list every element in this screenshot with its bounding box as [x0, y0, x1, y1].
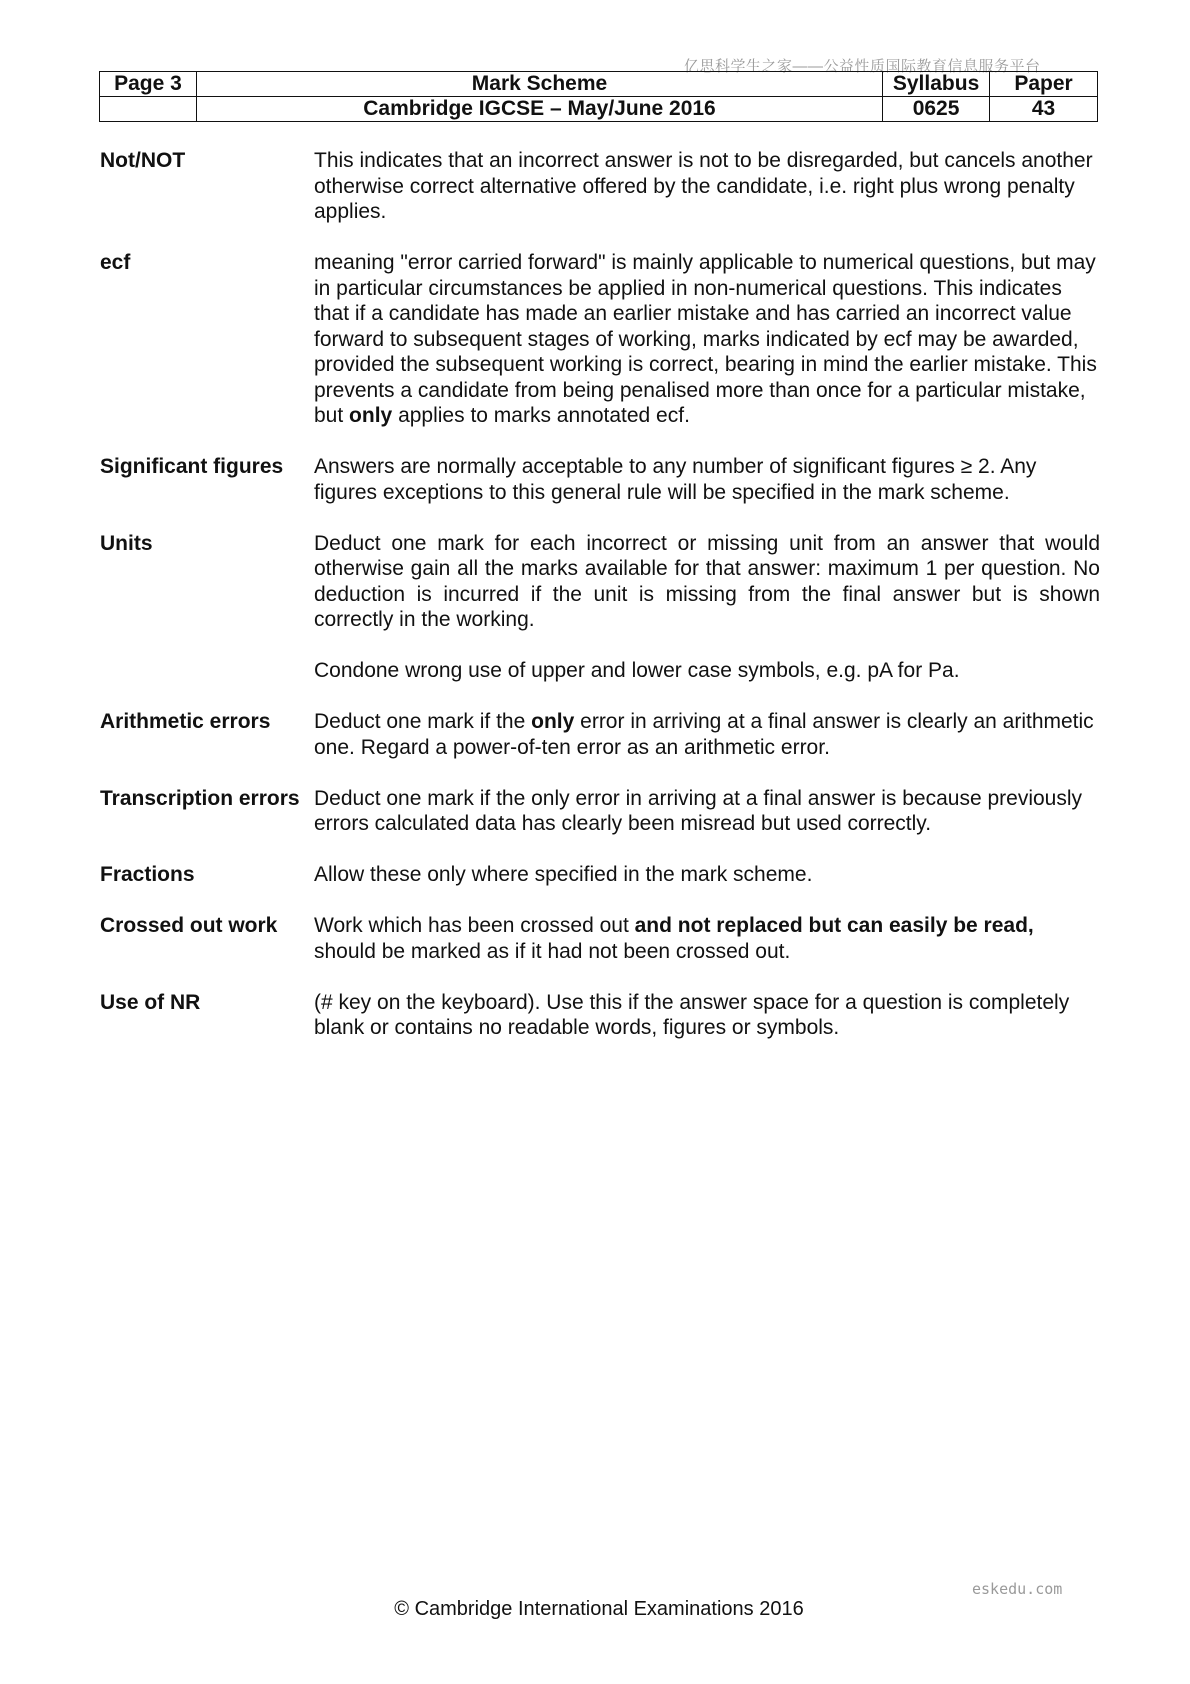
definition-use-of-nr: [314, 990, 1100, 1041]
definition-arithmetic-errors: [314, 709, 1100, 760]
syllabus-value: 0625: [883, 97, 990, 122]
paper-label: Paper: [990, 72, 1098, 97]
watermark-top: 亿思科学生之家——公益性质国际教育信息服务平台: [684, 58, 1041, 75]
syllabus-label: Syllabus: [883, 72, 990, 97]
definitions-list: [100, 148, 1100, 1066]
definition-significant-figures: [314, 454, 1100, 505]
definition-text: Allow these only where specified in the mark scheme.: [314, 863, 813, 886]
definition-crossed-out-work: [314, 913, 1100, 964]
term-use-of-nr: Use of NR: [100, 990, 201, 1014]
definition-units: [314, 531, 1100, 684]
definition-transcription-errors: [314, 786, 1100, 837]
definition-text-part: error in arriving at a final answer is clearly an arithmetic one. Regard a power-of-ten error as an arithmetic error.: [314, 710, 1094, 759]
definition-text-part: meaning "error carried forward" is mainly applicable to numerical questions, but may in particular circumstances be applied in non-numerical questions. This indicates that if a candidate has made an earlier mistake and has carried an incorrect value forward to subsequent stages of working, marks indicated by ecf may be awarded, provided the subsequent working is correct, bearing in mind the earlier mistake. This prevents a candidate from being penalised more than once for a particular mistake, but: [314, 251, 1097, 427]
paper-value: 43: [990, 97, 1098, 122]
term-arithmetic-errors: Arithmetic errors: [100, 710, 271, 733]
empty-cell: [100, 97, 197, 122]
page-number: Page 3: [100, 72, 197, 97]
term-significant-figures: Significant figures: [100, 455, 284, 478]
definition-text-part: Deduct one mark if the: [314, 710, 526, 733]
header-table: [99, 71, 1098, 122]
term-transcription-errors: Transcription errors: [100, 786, 300, 810]
entry-fractions: [100, 862, 1100, 888]
term-units: Units: [100, 531, 153, 555]
entry-significant-figures: [100, 454, 1100, 505]
entry-units: [100, 531, 1100, 684]
entry-crossed-out-work: [100, 913, 1100, 964]
definition-text: Condone wrong use of upper and lower case symbols, e.g. pA for Pa.: [314, 659, 960, 682]
entry-transcription-errors: [100, 786, 1100, 837]
definition-text: (# key on the keyboard). Use this if the answer space for a question is completely blank or contains no readable words, figures or symbols.: [314, 990, 1070, 1039]
definition-text: Deduct one mark if the only error in arriving at a final answer is because previously errors calculated data has clearly been misread but used correctly.: [314, 786, 1083, 835]
entry-arithmetic-errors: [100, 709, 1100, 760]
term-ecf: ecf: [100, 251, 131, 274]
watermark-bottom: eskedu.com: [972, 1580, 1063, 1598]
definition-fractions: [314, 862, 1100, 888]
definition-ecf: [314, 250, 1100, 429]
term-fractions: Fractions: [100, 863, 195, 886]
definition-bold-text: and not replaced but can easily be read,: [634, 914, 1034, 937]
definition-text: [314, 709, 1100, 760]
entry-ecf: [100, 250, 1100, 429]
copyright-footer: © Cambridge International Examinations 2016: [394, 1598, 804, 1620]
entry-use-of-nr: [100, 990, 1100, 1041]
definition-text-part: should be marked as if it had not been crossed out.: [314, 939, 791, 963]
definition-not: [314, 148, 1100, 225]
definition-text: Answers are normally acceptable to any number of significant figures ≥ 2. Any figures exceptions to this general rule will be specified in the mark scheme.: [314, 455, 1037, 504]
entry-not: [100, 148, 1100, 225]
term-not: Not/NOT: [100, 149, 186, 172]
definition-bold-text: only: [349, 404, 393, 427]
document-title: Mark Scheme: [196, 72, 882, 97]
term-crossed-out-work: Crossed out work: [100, 914, 278, 937]
definition-text: [314, 250, 1100, 429]
definition-text: Deduct one mark for each incorrect or missing unit from an answer that would otherwise gain all the marks available for that answer: maximum 1 per question. No deduction is incurred if the unit is missing from the final answer but is shown correctly in the working.: [314, 531, 1100, 631]
definition-text-part: applies to marks annotated ecf.: [398, 404, 690, 427]
definition-bold-text: only: [531, 710, 575, 733]
definition-text: [314, 913, 1100, 964]
definition-text: This indicates that an incorrect answer is not to be disregarded, but cancels another otherwise correct alternative offered by the candidate, i.e. right plus wrong penalty applies.: [314, 149, 1093, 223]
definition-text-part: Work which has been crossed out: [314, 914, 629, 937]
document-subtitle: Cambridge IGCSE – May/June 2016: [196, 97, 882, 122]
